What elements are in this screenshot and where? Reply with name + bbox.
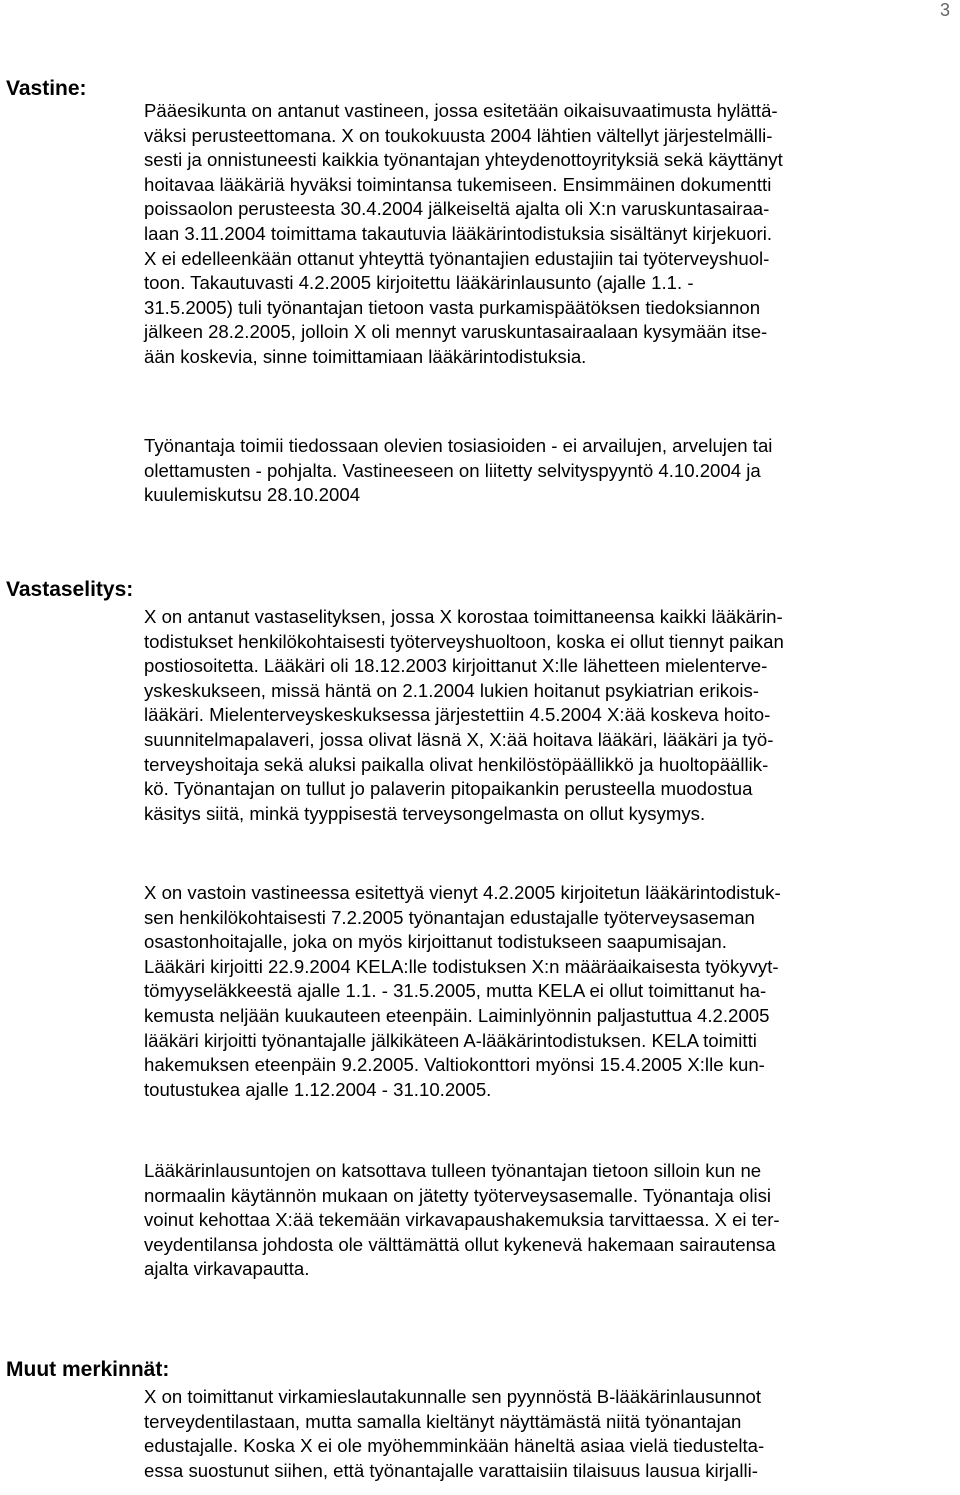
text-line: essa suostunut siihen, että työnantajalle varattaisiin tilaisuus lausua kirjalli- — [144, 1459, 758, 1481]
text-line: väksi perusteettomana. X on toukokuusta 2004 lähtien vältellyt järjestelmälli- — [144, 124, 773, 146]
text-line: käsitys siitä, minkä tyyppisestä terveysongelmasta on ollut kysymys. — [144, 802, 706, 824]
text-line: kuulemiskutsu 28.10.2004 — [144, 484, 361, 506]
text-line: ään koskevia, sinne toimittamiaan lääkärintodistuksia. — [144, 345, 587, 367]
text-line: ajalta virkavapautta. — [144, 1258, 310, 1280]
vastaselitys-paragraph-2 — [144, 881, 956, 1102]
text-line: sesti ja onnistuneesti kaikkia työnantajan yhteydenottoyrityksiä sekä käyttänyt — [144, 149, 783, 171]
text-line: lääkäri. Mielenterveyskeskuksessa järjestettiin 4.5.2004 X:ää koskeva hoito- — [144, 704, 771, 726]
text-line: X on vastoin vastineessa esitettyä vienyt 4.2.2005 kirjoitetun lääkärintodistuk- — [144, 882, 781, 903]
text-line: voinut kehottaa X:ää tekemään virkavapaushakemuksia tarvittaessa. X ei ter- — [144, 1209, 780, 1231]
text-line: jälkeen 28.2.2005, jolloin X oli mennyt varuskuntasairaalaan kysymään itse- — [144, 321, 768, 343]
text-line: kö. Työnantajan on tullut jo palaverin pitopaikankin perusteella muodostua — [144, 778, 753, 800]
text-line: Lääkärinlausuntojen on katsottava tulleen työnantajan tietoon silloin kun ne — [144, 1160, 762, 1181]
text-line: laan 3.11.2004 toimittama takautuvia lääkärintodistuksia sisältänyt kirjekuori. — [144, 222, 773, 244]
text-line: normaalin käytännön mukaan on jätetty työterveysasemalle. Työnantaja olisi — [144, 1184, 772, 1206]
text-line: X ei edelleenkään ottanut yhteyttä työnantajien edustajiin tai työterveyshuol- — [144, 247, 770, 269]
text-line: 31.5.2005) tuli työnantajan tietoon vasta purkamispäätöksen tiedoksiannon — [144, 296, 761, 318]
text-line: Työnantaja toimii tiedossaan olevien tosiasioiden - ei arvailujen, arvelujen tai — [144, 435, 773, 456]
vastaselitys-paragraph-1 — [144, 605, 956, 826]
text-line: X on toimittanut virkamieslautakunnalle sen pyynnöstä B-lääkärinlausunnot — [144, 1386, 762, 1407]
text-line: Pääesikunta on antanut vastineen, jossa esitetään oikaisuvaatimusta hylättä- — [144, 100, 778, 121]
text-line: sen henkilökohtaisesti 7.2.2005 työnantajan edustajalle työterveysaseman — [144, 906, 755, 928]
text-line: terveyshoitaja sekä aluksi paikalla olivat henkilöstöpäällikkö ja huoltopäällik- — [144, 753, 769, 775]
text-line: tömyyseläkkeestä ajalle 1.1. - 31.5.2005, mutta KELA ei ollut toimittanut ha- — [144, 980, 767, 1002]
text-line: suunnitelmapalaveri, jossa olivat läsnä X, X:ää hoitava lääkäri, lääkäri ja työ- — [144, 728, 774, 750]
text-line: poissaolon perusteesta 30.4.2004 jälkeiseltä ajalta oli X:n varuskuntasairaa- — [144, 198, 770, 220]
text-line: todistukset henkilökohtaisesti työterveyshuoltoon, koska ei ollut tiennyt paikan — [144, 630, 784, 652]
text-line: yskeskukseen, missä häntä on 2.1.2004 lukien hoitanut psykiatrian erikois- — [144, 679, 759, 701]
section-heading-muut-merkinnat: Muut merkinnät: — [6, 1358, 170, 1381]
text-line: veydentilansa johdosta ole välttämättä ollut kykenevä hakemaan sairautensa — [144, 1233, 776, 1255]
vastaselitys-paragraph-3 — [144, 1159, 956, 1282]
vastine-paragraph-2 — [144, 434, 956, 508]
text-line: olettamusten - pohjalta. Vastineeseen on liitetty selvityspyyntö 4.10.2004 ja — [144, 459, 761, 481]
text-line: toutustukea ajalle 1.12.2004 - 31.10.2005. — [144, 1078, 492, 1100]
text-line: edustajalle. Koska X ei ole myöhemminkään häneltä asiaa vielä tiedustelta- — [144, 1435, 765, 1457]
text-line: osastonhoitajalle, joka on myös kirjoittanut todistukseen saapumisajan. — [144, 931, 727, 953]
text-line: lääkäri kirjoitti työnantajalle jälkikäteen A-lääkärintodistuksen. KELA toimitti — [144, 1029, 757, 1051]
section-heading-vastine: Vastine: — [6, 77, 87, 100]
vastine-paragraph-1 — [144, 99, 956, 370]
text-line: hakemuksen eteenpäin 9.2.2005. Valtiokonttori myönsi 15.4.2005 X:lle kun- — [144, 1054, 765, 1076]
section-heading-vastaselitys: Vastaselitys: — [6, 578, 134, 601]
text-line: toon. Takautuvasti 4.2.2005 kirjoitettu lääkärinlausunto (ajalle 1.1. - — [144, 272, 694, 294]
text-line: hoitavaa lääkäriä hyväksi toimintansa tukemiseen. Ensimmäinen dokumentti — [144, 173, 772, 195]
muut-merkinnat-paragraph-1 — [144, 1385, 956, 1483]
text-line: kemusta neljään kuukauteen eteenpäin. Laiminlyönnin paljastuttua 4.2.2005 — [144, 1004, 770, 1026]
text-line: terveydentilastaan, mutta samalla kieltänyt näyttämästä niitä työnantajan — [144, 1410, 742, 1432]
page-number: 3 — [939, 0, 950, 20]
text-line: postiosoitetta. Lääkäri oli 18.12.2003 kirjoittanut X:lle lähetteen mielenterve- — [144, 655, 768, 677]
text-line: X on antanut vastaselityksen, jossa X korostaa toimittaneensa kaikki lääkärin- — [144, 606, 783, 627]
text-line: Lääkäri kirjoitti 22.9.2004 KELA:lle todistuksen X:n määräaikaisesta työkyvyt- — [144, 955, 779, 977]
